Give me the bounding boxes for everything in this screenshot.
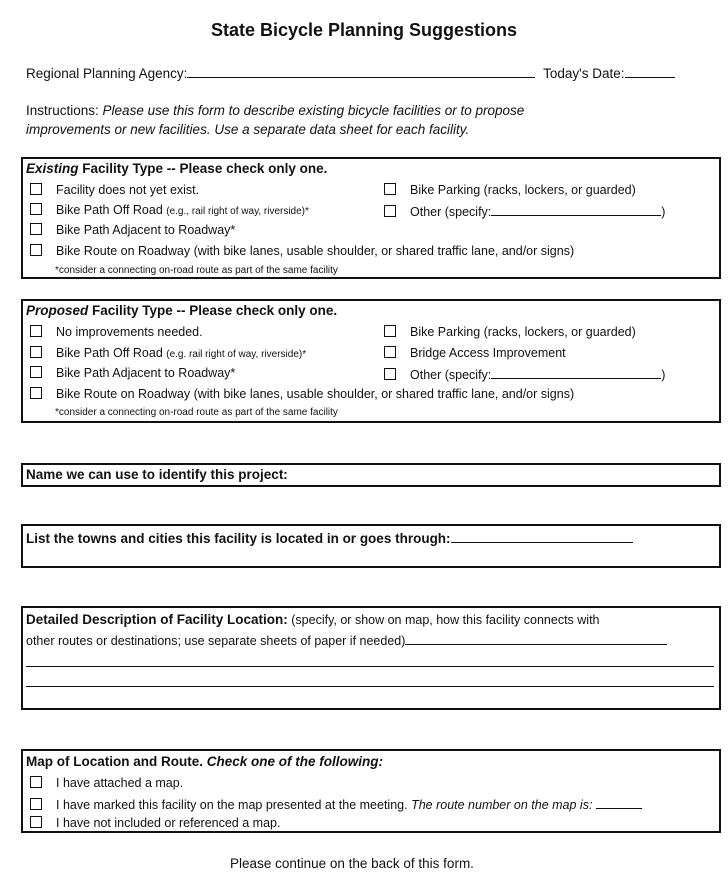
existing-option-other[interactable]: Other (specify: ) <box>384 203 665 219</box>
project-name-section[interactable] <box>21 463 721 487</box>
checkbox[interactable] <box>30 203 42 215</box>
existing-option-parking[interactable]: Bike Parking (racks, lockers, or guarded) <box>384 183 636 197</box>
location-input-line-2[interactable] <box>26 666 714 667</box>
existing-footnote: *consider a connecting on-road route as part of the same facility <box>55 265 338 276</box>
proposed-option-adjacent[interactable]: Bike Path Adjacent to Roadway* <box>30 366 235 380</box>
map-option-none[interactable]: I have not included or referenced a map. <box>30 816 280 830</box>
proposed-footnote: *consider a connecting on-road route as part of the same facility <box>55 407 338 418</box>
continue-note: Please continue on the back of this form. <box>230 856 474 871</box>
instructions-label: Instructions: <box>26 103 99 118</box>
existing-option-route[interactable]: Bike Route on Roadway (with bike lanes, usable shoulder, or shared traffic lane, and/or signs) <box>30 244 574 258</box>
date-input-line[interactable] <box>625 63 675 78</box>
checkbox[interactable] <box>384 325 396 337</box>
towns-label: List the towns and cities this facility is located in or goes through: <box>26 531 451 546</box>
checkbox[interactable] <box>30 325 42 337</box>
existing-header-italic: Existing <box>26 161 79 176</box>
map-header <box>26 754 383 769</box>
agency-label: Regional Planning Agency: <box>26 66 188 81</box>
proposed-facility-section <box>21 299 721 423</box>
map-option-attached[interactable]: I have attached a map. <box>30 776 183 790</box>
instructions <box>26 101 524 139</box>
checkbox[interactable] <box>384 346 396 358</box>
checkbox[interactable] <box>30 183 42 195</box>
checkbox[interactable] <box>30 366 42 378</box>
route-number-line[interactable] <box>596 796 642 809</box>
checkbox[interactable] <box>30 244 42 256</box>
location-input-line-1[interactable] <box>405 632 667 645</box>
existing-facility-section <box>21 157 721 279</box>
instructions-text-2: improvements or new facilities. Use a separate data sheet for each facility. <box>26 122 470 137</box>
location-label-rest: (specify, or show on map, how this facility connects with <box>287 613 600 627</box>
proposed-option-bridge[interactable]: Bridge Access Improvement <box>384 346 566 360</box>
proposed-option-none[interactable]: No improvements needed. <box>30 325 203 339</box>
existing-option-adjacent[interactable]: Bike Path Adjacent to Roadway* <box>30 223 235 237</box>
form-title: State Bicycle Planning Suggestions <box>210 20 518 40</box>
proposed-header-text: Facility Type -- Please check only one. <box>88 303 338 318</box>
instructions-text-1: Please use this form to describe existing bicycle facilities or to propose <box>102 103 525 118</box>
existing-header <box>26 161 327 176</box>
towns-input-line[interactable] <box>451 529 633 543</box>
location-label-bold: Detailed Description of Facility Location: <box>26 612 288 627</box>
location-section <box>21 606 721 710</box>
checkbox[interactable] <box>30 387 42 399</box>
existing-option-not-exist[interactable]: Facility does not yet exist. <box>30 183 199 197</box>
project-name-label: Name we can use to identify this project: <box>26 467 288 482</box>
proposed-option-off-road[interactable]: Bike Path Off Road (e.g. rail right of way, riverside)* <box>30 346 306 360</box>
map-header-bold: Map of Location and Route. <box>26 754 203 769</box>
checkbox[interactable] <box>384 205 396 217</box>
map-section <box>21 749 721 833</box>
agency-input-line[interactable] <box>187 63 535 78</box>
location-label-line2: other routes or destinations; use separate sheets of paper if needed) <box>26 632 667 648</box>
proposed-option-route[interactable]: Bike Route on Roadway (with bike lanes, usable shoulder, or shared traffic lane, and/or signs) <box>30 387 574 401</box>
map-header-italic: Check one of the following: <box>203 754 383 769</box>
checkbox[interactable] <box>30 776 42 788</box>
location-label-line1 <box>26 612 600 627</box>
towns-section <box>21 524 721 568</box>
proposed-option-other[interactable]: Other (specify: ) <box>384 366 665 382</box>
agency-row <box>26 63 675 81</box>
checkbox[interactable] <box>384 368 396 380</box>
proposed-header-italic: Proposed <box>26 303 89 318</box>
existing-option-off-road[interactable]: Bike Path Off Road (e.g., rail right of way, riverside)* <box>30 203 309 217</box>
checkbox[interactable] <box>30 223 42 235</box>
location-input-line-3[interactable] <box>26 686 714 687</box>
towns-row <box>26 529 633 546</box>
existing-header-text: Facility Type -- Please check only one. <box>78 161 328 176</box>
checkbox[interactable] <box>30 798 42 810</box>
checkbox[interactable] <box>384 183 396 195</box>
proposed-other-line[interactable] <box>491 366 661 379</box>
proposed-option-parking[interactable]: Bike Parking (racks, lockers, or guarded) <box>384 325 636 339</box>
proposed-header <box>26 303 337 318</box>
checkbox[interactable] <box>30 346 42 358</box>
date-label: Today's Date: <box>543 66 625 81</box>
existing-other-line[interactable] <box>491 203 661 216</box>
checkbox[interactable] <box>30 816 42 828</box>
map-option-marked[interactable]: I have marked this facility on the map presented at the meeting. The route number on the map is: <box>30 796 642 812</box>
